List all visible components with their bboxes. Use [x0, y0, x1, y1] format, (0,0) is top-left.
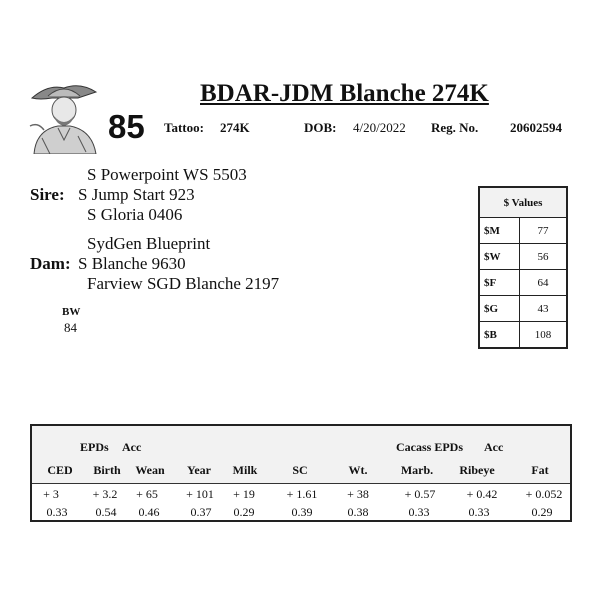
dam-dam-name: Farview SGD Blanche 2197	[87, 274, 280, 293]
dollar-value-label: $M	[479, 218, 520, 244]
carcass-acc-label: Acc	[484, 440, 504, 454]
table-row	[479, 244, 567, 270]
dollar-value: 43	[520, 296, 568, 322]
sire-name: S Jump Start 923	[78, 185, 195, 204]
table-row	[479, 270, 567, 296]
epd-acc-label: Acc	[122, 440, 142, 454]
carcass-epd-group-label: Cacass EPDs	[396, 440, 464, 454]
reg-value: 20602594	[510, 120, 562, 135]
table-row	[479, 322, 567, 349]
epd-value: + 65	[136, 487, 158, 501]
dollar-value-label: $B	[479, 322, 520, 349]
dollar-value: 108	[520, 322, 568, 349]
epd-value: + 38	[347, 487, 369, 501]
epd-column-header: CED	[47, 463, 73, 477]
bw-label: BW	[62, 306, 81, 318]
reg-label: Reg. No.	[431, 120, 479, 135]
dollar-value-label: $G	[479, 296, 520, 322]
epd-value: + 0.42	[466, 487, 498, 501]
dam-name: S Blanche 9630	[78, 254, 186, 273]
epd-column-header: Wt.	[348, 463, 368, 477]
lot-number: 85	[108, 108, 145, 145]
epd-column-header: Ribeye	[459, 463, 495, 477]
tattoo-value: 274K	[220, 120, 250, 135]
dob-value: 4/20/2022	[353, 120, 406, 135]
animal-name-title: BDAR-JDM Blanche 274K	[200, 80, 489, 107]
epd-accuracy: 0.46	[138, 505, 160, 519]
sire-label: Sire:	[30, 185, 65, 204]
epd-accuracy: 0.33	[468, 505, 490, 519]
epd-accuracy: 0.39	[291, 505, 313, 519]
epd-accuracy: 0.33	[46, 505, 68, 519]
dollar-value-label: $F	[479, 270, 520, 296]
epd-accuracy: 0.37	[190, 505, 212, 519]
epd-group-label: EPDs	[80, 440, 109, 454]
epd-column-header: Marb.	[400, 463, 434, 477]
epd-column-header: Fat	[531, 463, 549, 477]
sire-dam-name: S Gloria 0406	[87, 205, 183, 224]
epd-value: + 0.57	[404, 487, 436, 501]
dollar-value-label: $W	[479, 244, 520, 270]
epd-table	[30, 424, 572, 522]
epd-accuracy: 0.33	[408, 505, 430, 519]
epd-value: + 3	[43, 487, 59, 501]
tattoo-label: Tattoo:	[164, 120, 204, 135]
epd-column-header: Birth	[93, 463, 121, 477]
epd-value: + 3.2	[92, 487, 118, 501]
dollar-values-table	[478, 186, 568, 349]
dollar-values-title: $ Values	[479, 187, 567, 218]
epd-accuracy: 0.38	[347, 505, 369, 519]
epd-column-header: Milk	[232, 463, 258, 477]
dam-sire-name: SydGen Blueprint	[87, 234, 211, 253]
dollar-value: 64	[520, 270, 568, 296]
epd-column-header: Wean	[135, 463, 165, 477]
bw-value: 84	[64, 320, 77, 335]
dollar-value: 56	[520, 244, 568, 270]
epd-accuracy: 0.29	[531, 505, 553, 519]
epd-accuracy: 0.54	[95, 505, 117, 519]
dam-label: Dam:	[30, 254, 71, 273]
cowboy-logo-image	[28, 78, 100, 154]
table-row	[479, 296, 567, 322]
dollar-value: 77	[520, 218, 568, 244]
dob-label: DOB:	[304, 120, 337, 135]
sire-sire-name: S Powerpoint WS 5503	[87, 165, 247, 184]
epd-value: + 101	[186, 487, 214, 501]
epd-value: + 1.61	[286, 487, 318, 501]
epd-accuracy: 0.29	[233, 505, 255, 519]
table-row	[479, 218, 567, 244]
epd-value: + 19	[233, 487, 255, 501]
epd-column-header: Year	[187, 463, 211, 477]
epd-value: + 0.052	[525, 487, 563, 501]
epd-column-header: SC	[292, 463, 308, 477]
